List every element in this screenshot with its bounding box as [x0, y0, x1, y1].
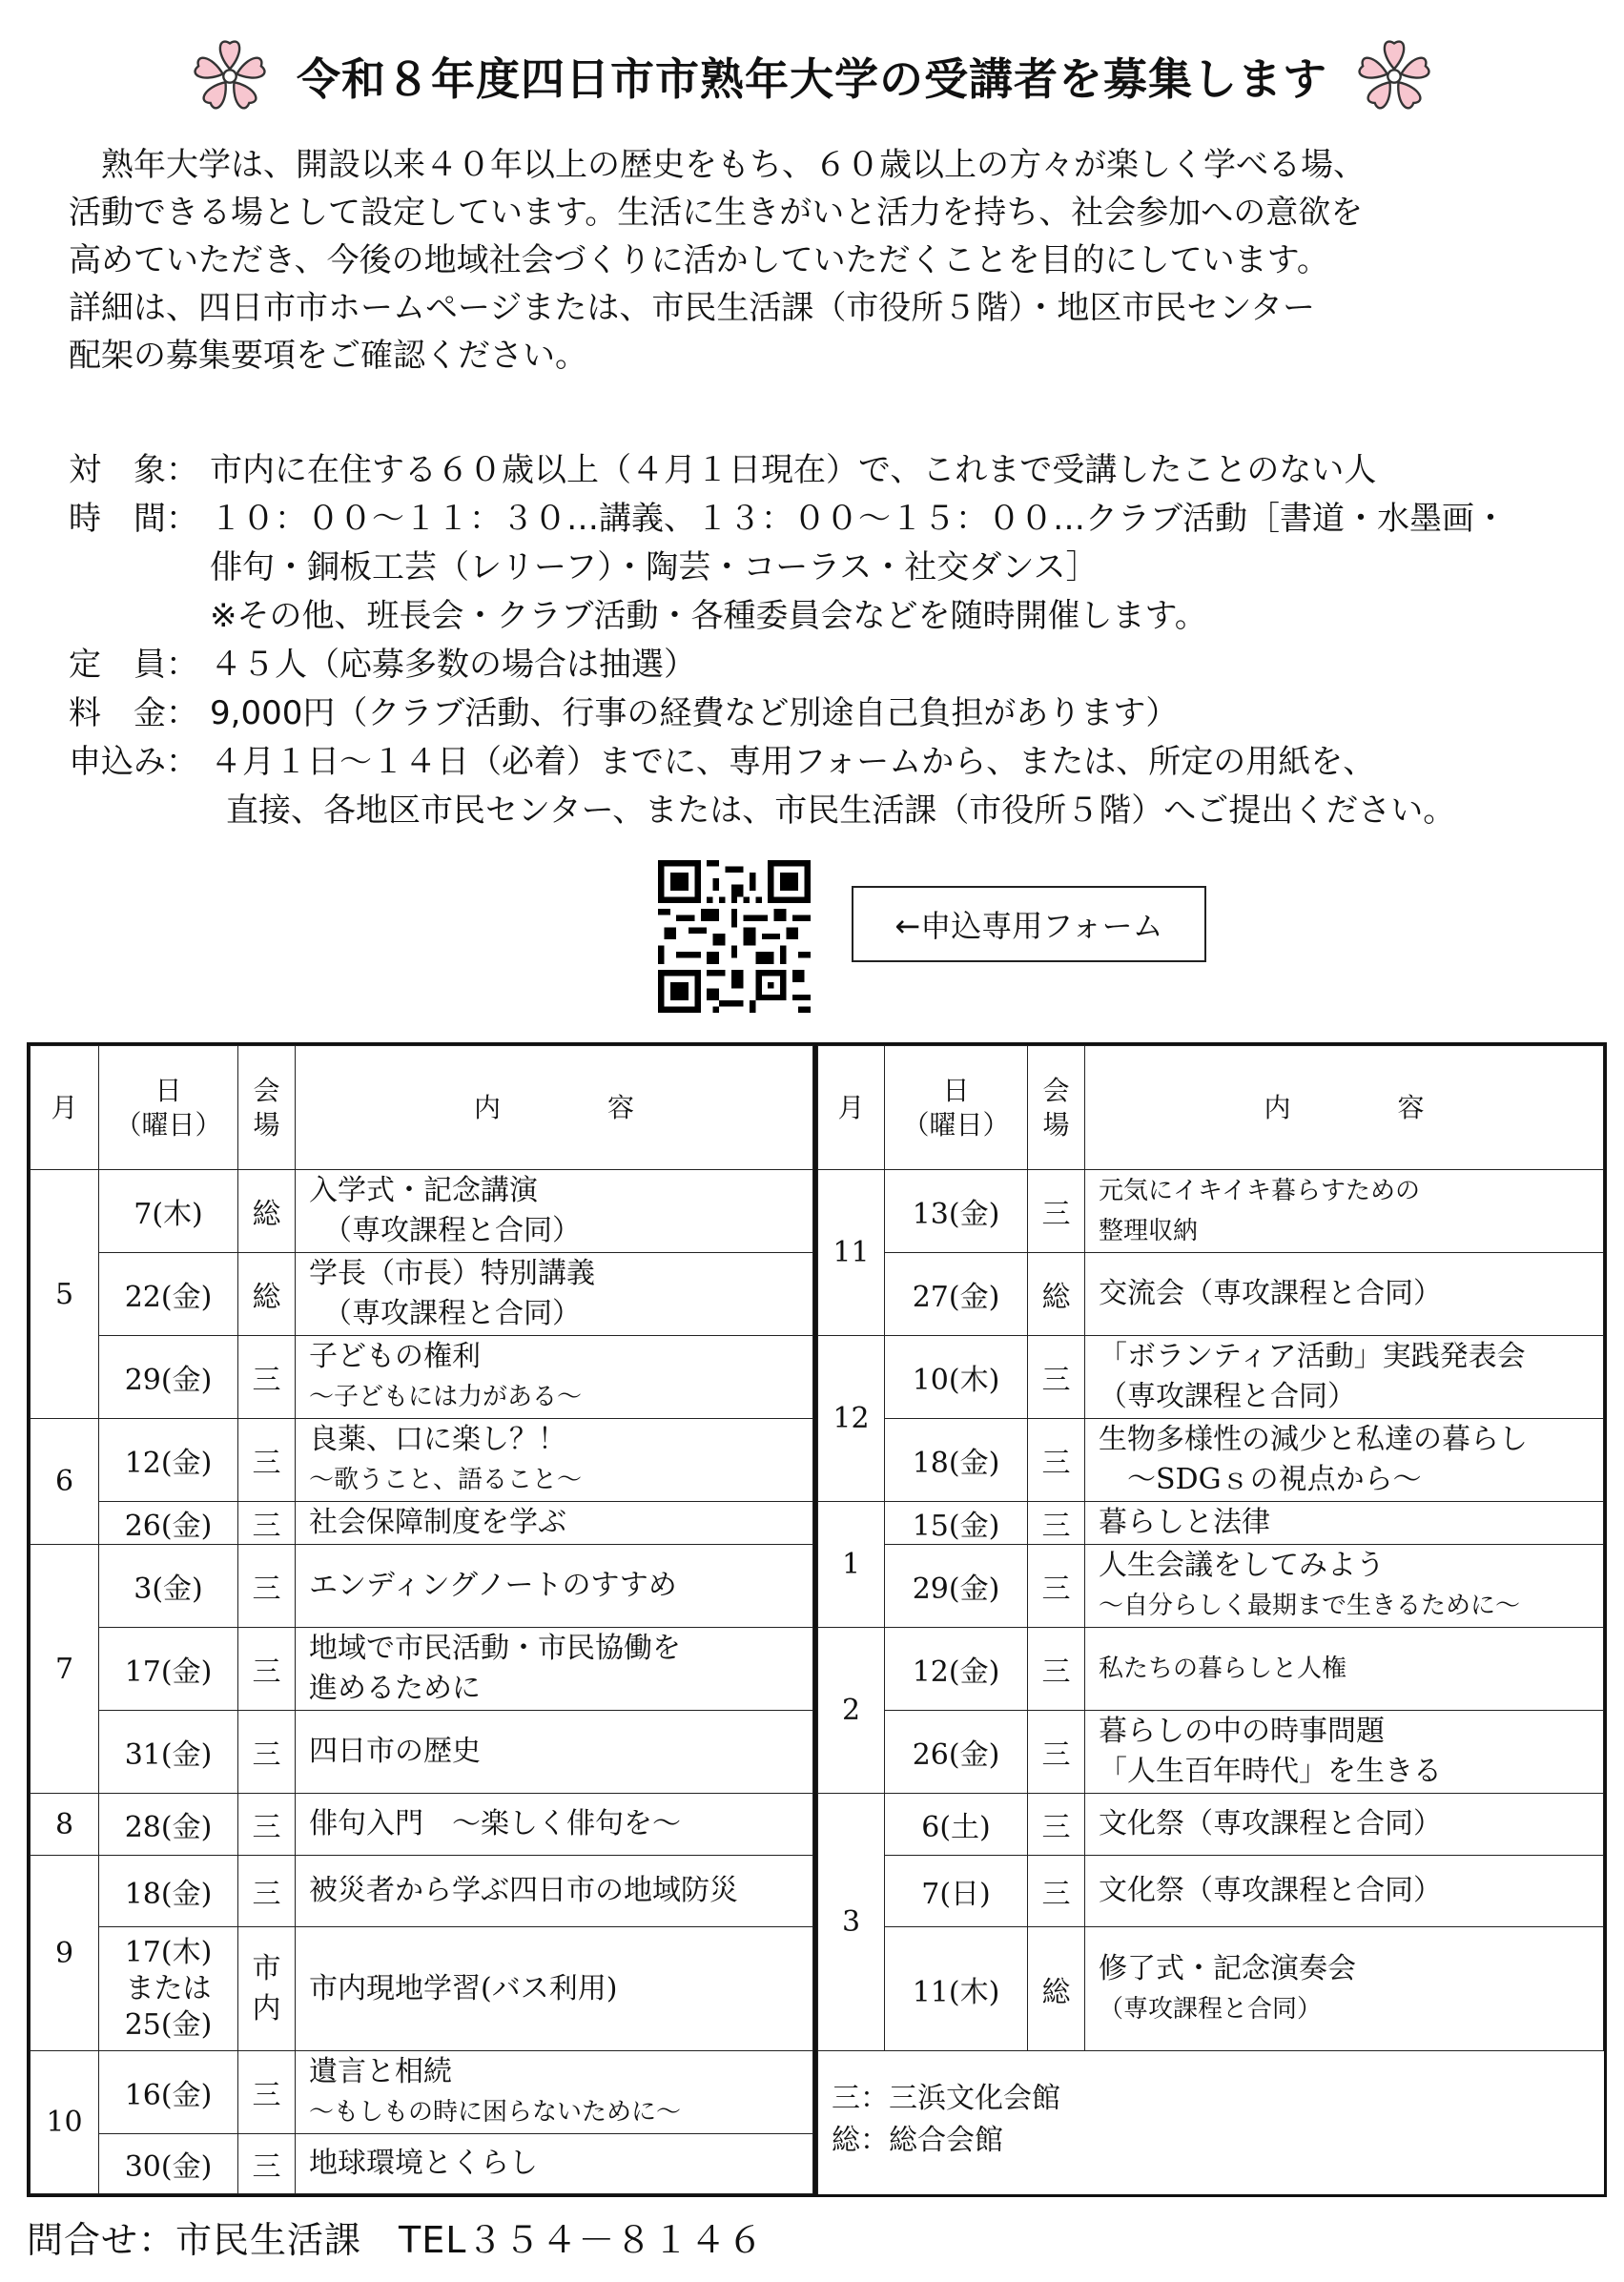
- detail-label: 申込み：: [69, 743, 198, 781]
- month-cell: 11: [818, 1170, 885, 1336]
- content-cell: 良薬、口に楽し？！ ～歌うこと、語ること～: [296, 1419, 813, 1502]
- venue-cell: 総: [1028, 1927, 1085, 2051]
- venue-cell: 三: [238, 1336, 296, 1419]
- content-cell: 文化祭（専攻課程と合同）: [1085, 1794, 1604, 1856]
- intro-line: 活動できる場として設定しています。生活に生きがいと活力を持ち、社会参加への意欲を: [69, 194, 1364, 232]
- schedule-table: [27, 1042, 1607, 2197]
- detail-time-note: ※その他、班長会・クラブ活動・各種委員会などを随時開催します。: [210, 597, 1207, 635]
- content-cell: 生物多様性の減少と私達の暮らし ～SDGｓの視点から～: [1085, 1419, 1604, 1502]
- content-cell: 地球環境とくらし: [296, 2134, 813, 2194]
- date-cell: 28(金): [99, 1794, 238, 1856]
- contact-footer: 問合せ：市民生活課 TEL３５４－８１４６: [27, 2219, 765, 2261]
- date-cell: 11(木): [885, 1927, 1028, 2051]
- header-month: 月: [818, 1046, 885, 1170]
- intro-line: 配架の募集要項をご確認ください。: [69, 337, 587, 375]
- date-cell: 16(金): [99, 2051, 238, 2134]
- header-month: 月: [31, 1046, 99, 1170]
- date-cell: 18(金): [885, 1419, 1028, 1502]
- detail-apply: [69, 738, 1594, 787]
- venue-cell: 三: [1028, 1502, 1085, 1545]
- detail-time: [69, 495, 1594, 544]
- content-cell: 社会保障制度を学ぶ: [296, 1502, 813, 1545]
- venue-cell: 三: [238, 1545, 296, 1628]
- header-venue: 会 場: [238, 1046, 296, 1170]
- content-cell: 暮らしと法律: [1085, 1502, 1604, 1545]
- month-cell: 12: [818, 1336, 885, 1502]
- venue-cell: 三: [1028, 1419, 1085, 1502]
- date-cell: 29(金): [99, 1336, 238, 1419]
- schedule-right: [817, 1045, 1604, 2194]
- month-cell: 10: [31, 2051, 99, 2194]
- date-cell: 18(金): [99, 1856, 238, 1927]
- detail-apply-cont: 直接、各地区市民センター、または、市民生活課（市役所５階）へご提出ください。: [226, 792, 1456, 830]
- content-cell: 暮らしの中の時事問題 「人生百年時代」を生きる: [1085, 1711, 1604, 1794]
- cherry-blossom-icon: [1348, 31, 1440, 122]
- date-cell: 29(金): [885, 1545, 1028, 1628]
- content-cell: 地域で市民活動・市民協働を 進めるために: [296, 1628, 813, 1711]
- content-cell: 遺言と相続 ～もしもの時に困らないために～: [296, 2051, 813, 2134]
- details-section: [69, 446, 1594, 835]
- month-cell: 2: [818, 1628, 885, 1794]
- date-cell: 22(金): [99, 1253, 238, 1336]
- content-cell: 私たちの暮らしと人権: [1085, 1628, 1604, 1711]
- date-cell: 7(日): [885, 1856, 1028, 1927]
- date-cell: 17(木) または 25(金): [99, 1927, 238, 2051]
- month-cell: 9: [31, 1856, 99, 2051]
- date-cell: 26(金): [99, 1502, 238, 1545]
- venue-cell: 三: [238, 1628, 296, 1711]
- header-date: 日 （曜日）: [885, 1046, 1028, 1170]
- date-cell: 3(金): [99, 1545, 238, 1628]
- date-cell: 27(金): [885, 1253, 1028, 1336]
- intro-line: 熟年大学は、開設以来４０年以上の歴史をもち、６０歳以上の方々が楽しく学べる場、: [69, 146, 1366, 184]
- content-cell: エンディングノートのすすめ: [296, 1545, 813, 1628]
- month-cell: 7: [31, 1545, 99, 1794]
- page-title: 令和８年度四日市市熟年大学の受講者を募集します: [297, 53, 1327, 105]
- header-content: 内 容: [1085, 1046, 1604, 1170]
- date-cell: 12(金): [99, 1419, 238, 1502]
- legend-item: 総：総合会館: [832, 2124, 1003, 2157]
- content-cell: 子どもの権利 ～子どもには力がある～: [296, 1336, 813, 1419]
- venue-cell: 三: [1028, 1170, 1085, 1253]
- detail-value: ４月１日～１４日（必着）までに、専用フォームから、または、所定の用紙を、: [210, 743, 1376, 781]
- month-cell: 1: [818, 1502, 885, 1628]
- detail-label: 対 象：: [69, 451, 198, 489]
- detail-label: 時 間：: [69, 500, 198, 538]
- detail-fee: [69, 689, 1594, 738]
- month-cell: 3: [818, 1794, 885, 2051]
- date-cell: 10(木): [885, 1336, 1028, 1419]
- month-cell: 5: [31, 1170, 99, 1419]
- form-link-label[interactable]: ←申込専用フォーム: [852, 886, 1206, 962]
- detail-value: 9,000円（クラブ活動、行事の経費など別途自己負担があります）: [210, 694, 1179, 732]
- date-cell: 30(金): [99, 2134, 238, 2194]
- header-venue: 会 場: [1028, 1046, 1085, 1170]
- content-cell: 文化祭（専攻課程と合同）: [1085, 1856, 1604, 1927]
- detail-value: １０：００～１１：３０…講義、１３：００～１５：００…クラブ活動［書道・水墨画・: [210, 500, 1507, 538]
- date-cell: 26(金): [885, 1711, 1028, 1794]
- content-cell: 学長（市長）特別講義 （専攻課程と合同）: [296, 1253, 813, 1336]
- venue-cell: 三: [1028, 1545, 1085, 1628]
- intro-line: 高めていただき、今後の地域社会づくりに活かしていただくことを目的にしています。: [69, 241, 1329, 279]
- content-cell: 入学式・記念講演 （専攻課程と合同）: [296, 1170, 813, 1253]
- venue-cell: 三: [238, 1711, 296, 1794]
- intro-line: 詳細は、四日市市ホームページまたは、市民生活課（市役所５階）・地区市民センター: [69, 289, 1315, 327]
- detail-capacity: [69, 641, 1594, 689]
- content-cell: 交流会（専攻課程と合同）: [1085, 1253, 1604, 1336]
- venue-cell: 総: [1028, 1253, 1085, 1336]
- schedule-left: [30, 1045, 813, 2194]
- venue-legend: [818, 2051, 1604, 2195]
- date-cell: 12(金): [885, 1628, 1028, 1711]
- legend-item: 三：三浜文化会館: [832, 2082, 1060, 2115]
- venue-cell: 市 内: [238, 1927, 296, 2051]
- venue-cell: 三: [1028, 1856, 1085, 1927]
- venue-cell: 総: [238, 1170, 296, 1253]
- detail-target: [69, 446, 1594, 495]
- header-content: 内 容: [296, 1046, 813, 1170]
- content-cell: 元気にイキイキ暮らすための 整理収納: [1085, 1170, 1604, 1253]
- detail-value: 市内に在住する６０歳以上（４月１日現在）で、これまで受講したことのない人: [210, 451, 1377, 489]
- month-cell: 8: [31, 1794, 99, 1856]
- content-cell: 四日市の歴史: [296, 1711, 813, 1794]
- date-cell: 15(金): [885, 1502, 1028, 1545]
- venue-cell: 三: [238, 1419, 296, 1502]
- venue-cell: 三: [1028, 1336, 1085, 1419]
- month-cell: 6: [31, 1419, 99, 1545]
- venue-cell: 三: [1028, 1711, 1085, 1794]
- venue-cell: 三: [238, 1856, 296, 1927]
- detail-label: 料 金：: [69, 694, 198, 732]
- content-cell: 修了式・記念演奏会 （専攻課程と合同）: [1085, 1927, 1604, 2051]
- title-banner: [0, 29, 1624, 124]
- detail-time-cont: 俳句・銅板工芸（レリーフ）・陶芸・コーラス・社交ダンス］: [210, 548, 1099, 586]
- intro-paragraph: [69, 141, 1556, 380]
- date-cell: 13(金): [885, 1170, 1028, 1253]
- date-cell: 7(木): [99, 1170, 238, 1253]
- cherry-blossom-icon: [184, 31, 276, 122]
- venue-cell: 三: [238, 1794, 296, 1856]
- qr-code[interactable]: [658, 860, 811, 1013]
- date-cell: 17(金): [99, 1628, 238, 1711]
- header-date: 日 （曜日）: [99, 1046, 238, 1170]
- date-cell: 6(土): [885, 1794, 1028, 1856]
- venue-cell: 総: [238, 1253, 296, 1336]
- content-cell: 「ボランティア活動」実践発表会 （専攻課程と合同）: [1085, 1336, 1604, 1419]
- detail-label: 定 員：: [69, 646, 198, 684]
- detail-value: ４５人（応募多数の場合は抽選）: [210, 646, 696, 684]
- venue-cell: 三: [238, 1502, 296, 1545]
- content-cell: 被災者から学ぶ四日市の地域防災: [296, 1856, 813, 1927]
- venue-cell: 三: [1028, 1794, 1085, 1856]
- date-cell: 31(金): [99, 1711, 238, 1794]
- content-cell: 俳句入門 ～楽しく俳句を～: [296, 1794, 813, 1856]
- venue-cell: 三: [1028, 1628, 1085, 1711]
- content-cell: 人生会議をしてみよう ～自分らしく最期まで生きるために～: [1085, 1545, 1604, 1628]
- content-cell: 市内現地学習(バス利用): [296, 1927, 813, 2051]
- venue-cell: 三: [238, 2134, 296, 2194]
- venue-cell: 三: [238, 2051, 296, 2134]
